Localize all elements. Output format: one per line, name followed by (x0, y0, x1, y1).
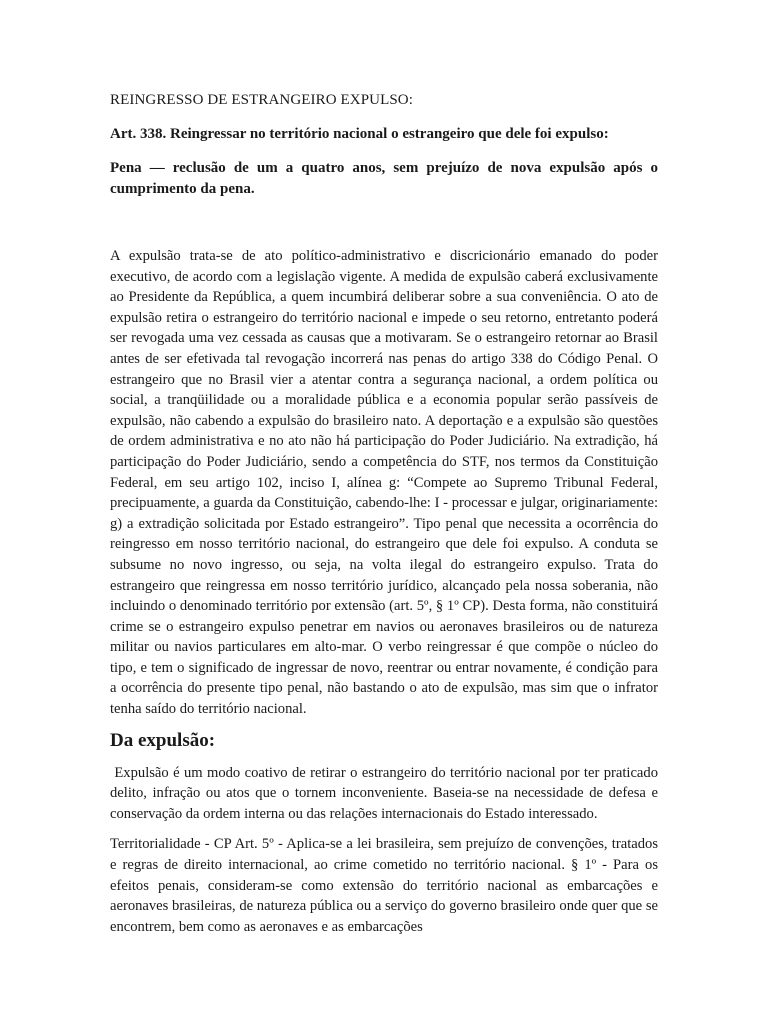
article-text: Art. 338. Reingressar no território nacional o estrangeiro que dele foi expulso: (110, 126, 609, 142)
body-paragraph-2: Expulsão é um modo coativo de retirar o estrangeiro do território nacional por ter praticado delito, infração ou atos que o tornem inconveniente. Baseia-se na necessidade de defesa e conservação da ordem interna ou das relações internacionais do Estado interessado. (110, 764, 662, 822)
penalty-text: Pena — reclusão de um a quatro anos, sem prejuízo de nova expulsão após o cumprimento da pena. (110, 160, 658, 197)
body-paragraph-1: A expulsão trata-se de ato político-administrativo e discricionário emanado do poder executivo, de acordo com a legislação vigente. A medida de expulsão caberá exclusivamente ao Presidente da República, a quem incumbirá deliberar sobre a sua conveniência. O ato de expulsão retira o estrangeiro do território nacional e impede o seu retorno, entretanto poderá ser revogada uma vez cessada as causas que a motivaram. Se o estrangeiro retornar ao Brasil antes de ser efetivada tal revogação incorrerá nas penas do artigo 338 do Código Penal. O estrangeiro que no Brasil vier a atentar contra a segurança nacional, a ordem política ou social, a tranqüilidade ou a moralidade pública e a economia popular serão passíveis de expulsão, não cabendo a expulsão do brasileiro nato. A deportação e a expulsão são questões de ordem administrativa e no ato não há participação do Poder Judiciário. Na extradição, há participação do Poder Judiciário, sendo a competência do STF, nos termos da Constituição Federal, em seu artigo 102, inciso I, alínea g: “Compete ao Supremo Tribunal Federal, precipuamente, a guarda da Constituição, cabendo-lhe: I - processar e julgar, originariamente: g) a extradição solicitada por Estado estrangeiro”. Tipo penal que necessita a ocorrência do reingresso em nosso território nacional, do estrangeiro que dele foi expulso. A conduta se subsume no novo ingresso, ou seja, na volta ilegal do estrangeiro expulso. Trata do estrangeiro que reingressa em nosso território jurídico, alcançado pela nossa soberania, não incluindo o denominado território por extensão (art. 5º, § 1º CP). Desta forma, não constituirá crime se o estrangeiro expulso penetrar em navios ou aeronaves brasileiros ou de natureza militar ou navios particulares em alto-mar. O verbo reingressar é que compõe o núcleo do tipo, e tem o significado de ingressar de novo, reentrar ou entrar novamente, é condição para a ocorrência do presente tipo penal, não bastando o ato de expulsão, mas sim que o infrator tenha saído do território nacional. (110, 248, 658, 718)
document-page (110, 90, 662, 947)
body-paragraph-3: Territorialidade - CP Art. 5º - Aplica-se a lei brasileira, sem prejuízo de convenções, tratados e regras de direito internacional, ao crime cometido no território nacional. § 1º - Para os efeitos penais, consideram-se como extensão do território nacional as embarcações e aeronaves brasileiras, de natureza pública ou a serviço do governo brasileiro onde quer que se encontrem, bem como as aeronaves e as embarcações (110, 836, 658, 935)
section-heading-expulsao: Da expulsão: (110, 729, 216, 751)
document-title: REINGRESSO DE ESTRANGEIRO EXPULSO: (110, 92, 413, 108)
